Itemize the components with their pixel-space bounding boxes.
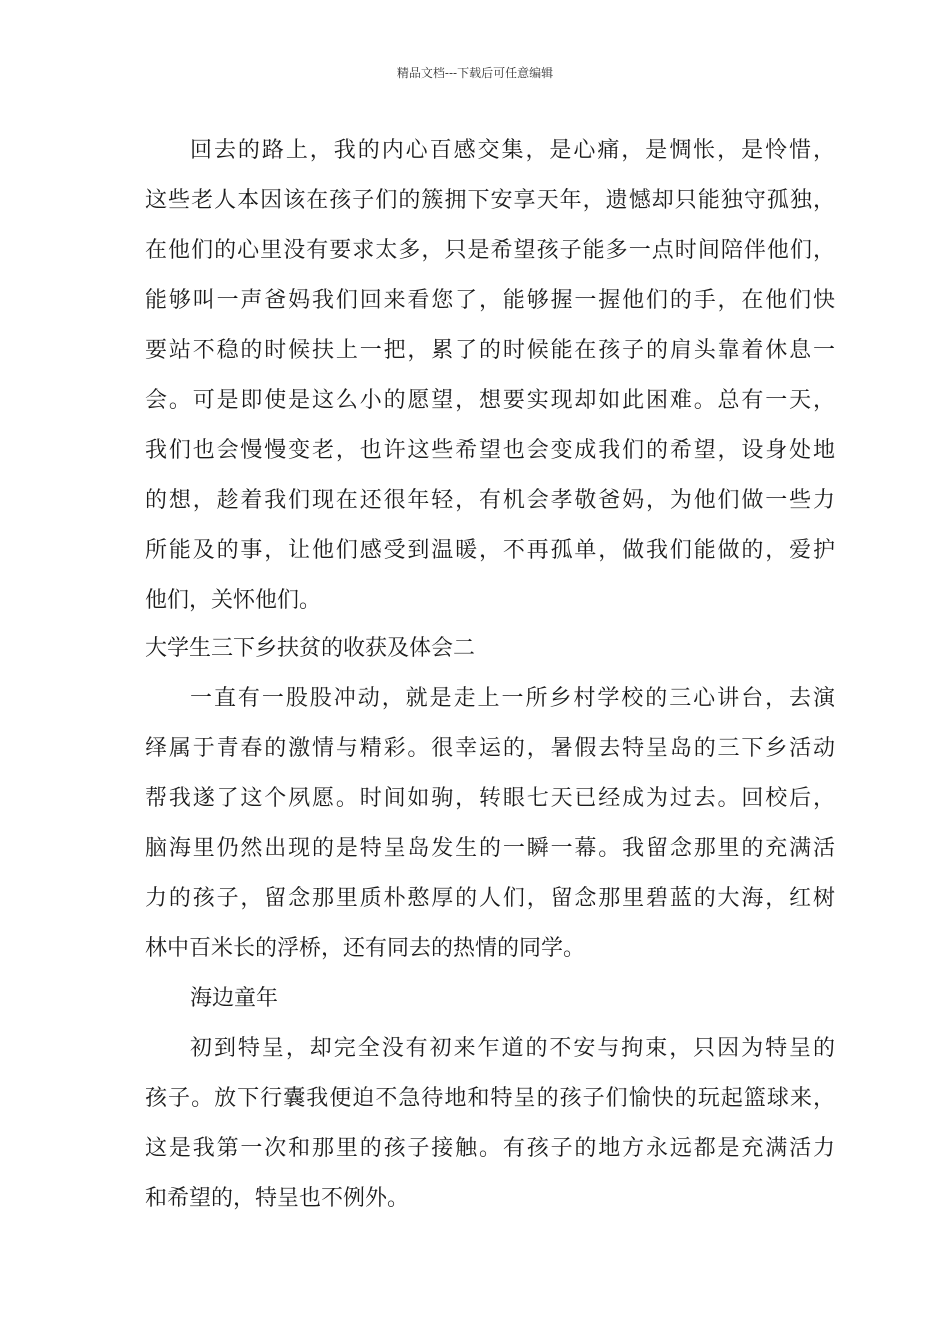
page-header: 精品文档---下载后可任意编辑 [396, 66, 554, 80]
paragraph-line: 所能及的事，让他们感受到温暖，不再孤单，做我们能做的，爱护 [145, 538, 835, 563]
paragraph-line: 力的孩子，留念那里质朴憨厚的人们，留念那里碧蓝的大海，红树 [145, 886, 835, 911]
section-heading: 大学生三下乡扶贫的收获及体会二 [145, 636, 476, 661]
subheading: 海边童年 [190, 986, 279, 1011]
paragraph-line: 回去的路上，我的内心百感交集，是心痛，是惆怅，是怜惜， [190, 138, 835, 163]
paragraph-line: 一直有一股股冲动，就是走上一所乡村学校的三心讲台，去演 [190, 686, 835, 711]
paragraph-line: 能够叫一声爸妈我们回来看您了，能够握一握他们的手，在他们快 [145, 288, 835, 313]
paragraph-line: 他们，关怀他们。 [145, 588, 322, 613]
paragraph-line: 初到特呈，却完全没有初来乍道的不安与拘束，只因为特呈的 [190, 1036, 835, 1061]
paragraph-line: 会。可是即使是这么小的愿望，想要实现却如此困难。总有一天， [145, 388, 835, 413]
paragraph-line: 的想，趁着我们现在还很年轻，有机会孝敬爸妈，为他们做一些力 [145, 488, 835, 513]
paragraph-line: 我们也会慢慢变老，也许这些希望也会变成我们的希望，设身处地 [145, 438, 835, 463]
paragraph-line: 绎属于青春的激情与精彩。很幸运的，暑假去特呈岛的三下乡活动 [145, 736, 835, 761]
paragraph-line: 脑海里仍然出现的是特呈岛发生的一瞬一幕。我留念那里的充满活 [145, 836, 835, 861]
paragraph-line: 和希望的，特呈也不例外。 [145, 1186, 410, 1211]
paragraph-line: 要站不稳的时候扶上一把，累了的时候能在孩子的肩头靠着休息一 [145, 338, 835, 363]
paragraph-line: 在他们的心里没有要求太多，只是希望孩子能多一点时间陪伴他们， [145, 238, 835, 263]
paragraph-line: 这是我第一次和那里的孩子接触。有孩子的地方永远都是充满活力 [145, 1136, 835, 1161]
paragraph-line: 林中百米长的浮桥，还有同去的热情的同学。 [145, 936, 586, 961]
paragraph-line: 帮我遂了这个夙愿。时间如驹，转眼七天已经成为过去。回校后， [145, 786, 835, 811]
paragraph-line: 孩子。放下行囊我便迫不急待地和特呈的孩子们愉快的玩起篮球来， [145, 1086, 835, 1111]
paragraph-line: 这些老人本因该在孩子们的簇拥下安享天年，遗憾却只能独守孤独， [145, 188, 835, 213]
